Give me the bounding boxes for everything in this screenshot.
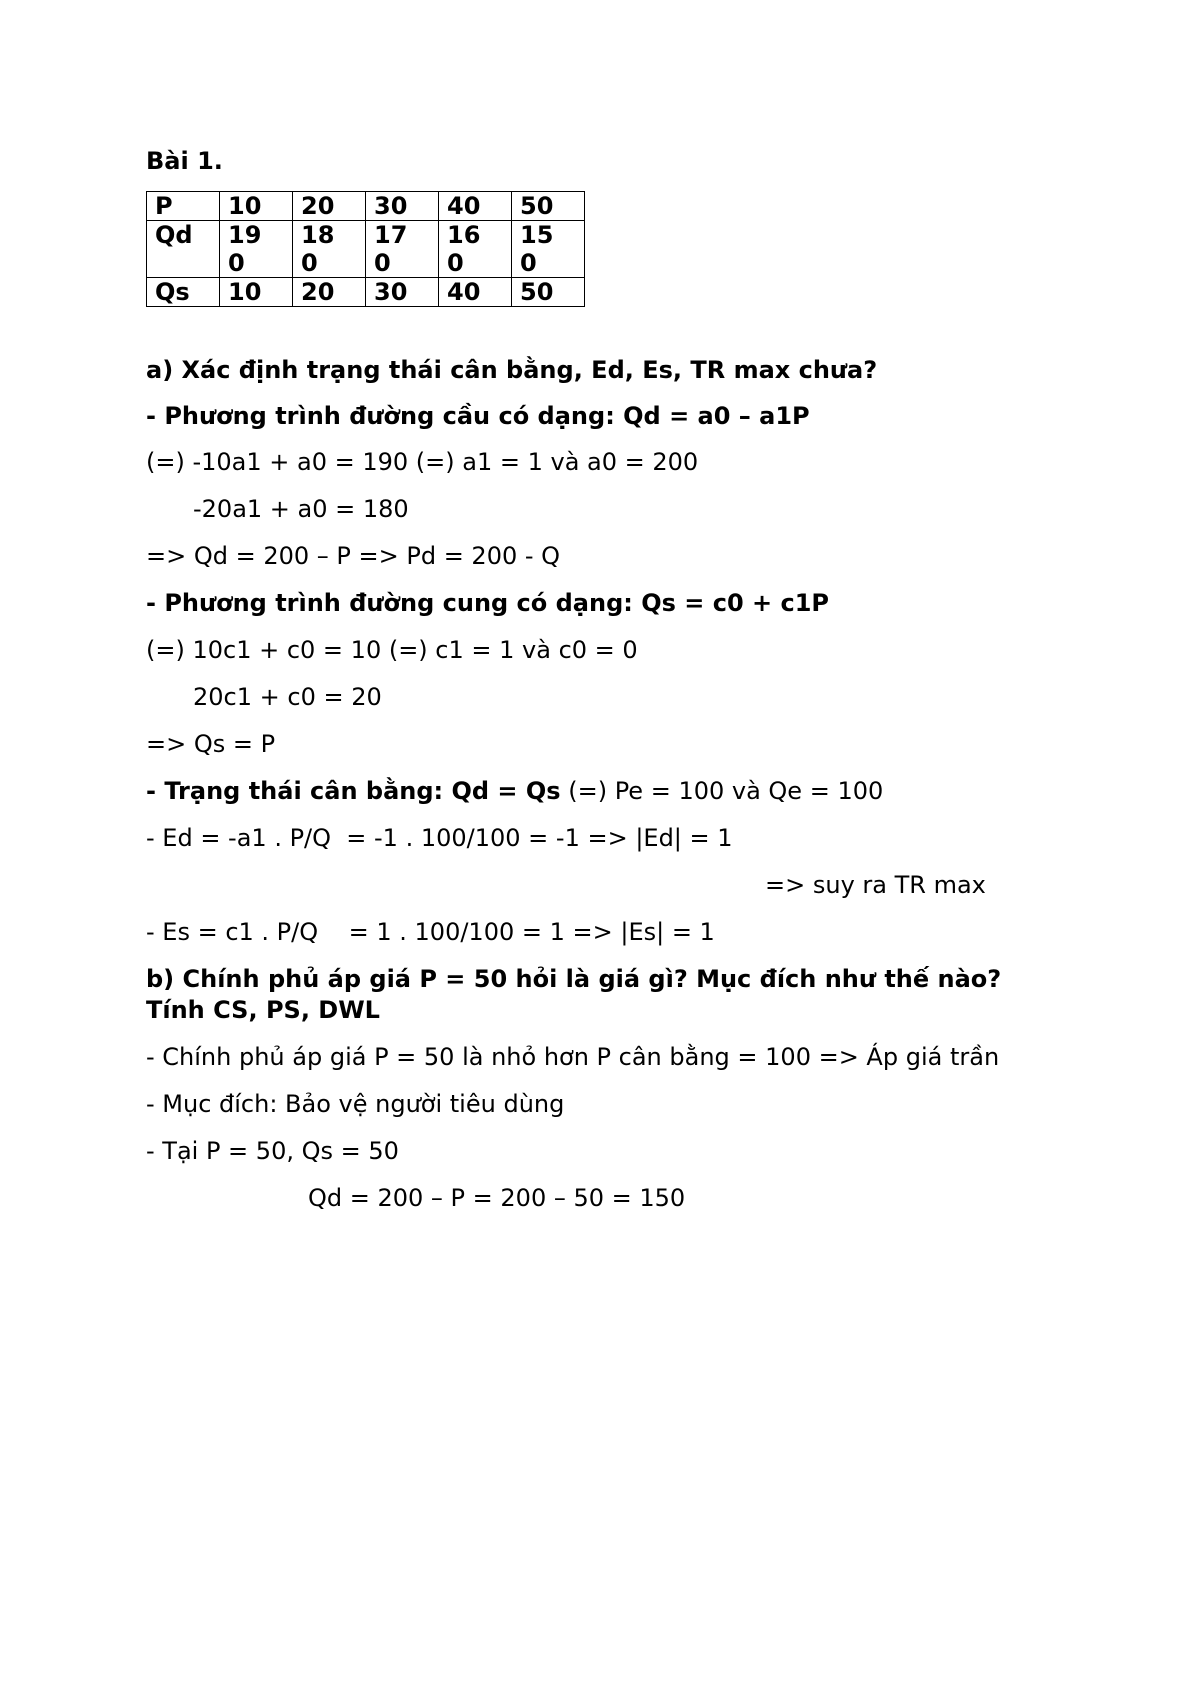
table-cell: 30 — [366, 192, 439, 221]
supply-result: => Qs = P — [146, 730, 276, 758]
question-b-heading-1: b) Chính phủ áp giá P = 50 hỏi là giá gì? Mục đích như thế nào? — [146, 965, 1002, 993]
table-cell: 19 0 — [220, 221, 293, 278]
table-cell: 50 — [512, 192, 585, 221]
data-table-body — [147, 192, 585, 307]
table-row-header: P — [147, 192, 220, 221]
purpose-line: - Mục đích: Bảo vệ người tiêu dùng — [146, 1090, 565, 1118]
table-cell: 20 — [293, 278, 366, 307]
table-cell: 10 — [220, 278, 293, 307]
table-cell: 20 — [293, 192, 366, 221]
demand-equation-heading: - Phương trình đường cầu có dạng: Qd = a0 – a1P — [146, 402, 810, 430]
supply-system-line-2: 20c1 + c0 = 20 — [193, 683, 382, 711]
table-cell: 16 0 — [439, 221, 512, 278]
table-cell: 18 0 — [293, 221, 366, 278]
question-b-heading-2: Tính CS, PS, DWL — [146, 996, 380, 1024]
table-cell: 40 — [439, 192, 512, 221]
table-cell: 15 0 — [512, 221, 585, 278]
table-row-header: Qs — [147, 278, 220, 307]
table-cell: 17 0 — [366, 221, 439, 278]
price-ceiling-line: - Chính phủ áp giá P = 50 là nhỏ hơn P cân bằng = 100 => Áp giá trần — [146, 1043, 1000, 1071]
supply-system-line-1: (=) 10c1 + c0 = 10 (=) c1 = 1 và c0 = 0 — [146, 636, 638, 664]
equilibrium-values: (=) Pe = 100 và Qe = 100 — [560, 777, 884, 805]
data-table — [146, 191, 585, 307]
at-price-line: - Tại P = 50, Qs = 50 — [146, 1137, 399, 1165]
table-row — [147, 192, 585, 221]
table-row — [147, 278, 585, 307]
demand-elasticity-line: - Ed = -a1 . P/Q = -1 . 100/100 = -1 => |Ed| = 1 — [146, 824, 733, 852]
table-cell: 50 — [512, 278, 585, 307]
table-row — [147, 221, 585, 278]
tr-max-conclusion: => suy ra TR max — [765, 871, 986, 899]
quantity-demanded-line: Qd = 200 – P = 200 – 50 = 150 — [308, 1184, 686, 1212]
table-cell: 40 — [439, 278, 512, 307]
table-row-header: Qd — [147, 221, 220, 278]
demand-system-line-1: (=) -10a1 + a0 = 190 (=) a1 = 1 và a0 = 200 — [146, 448, 699, 476]
supply-equation-heading: - Phương trình đường cung có dạng: Qs = c0 + c1P — [146, 589, 829, 617]
demand-result: => Qd = 200 – P => Pd = 200 - Q — [146, 542, 561, 570]
question-a-heading: a) Xác định trạng thái cân bằng, Ed, Es, TR max chưa? — [146, 356, 878, 384]
equilibrium-line — [146, 776, 883, 806]
table-cell: 10 — [220, 192, 293, 221]
exercise-title: Bài 1. — [146, 147, 223, 175]
equilibrium-label: - Trạng thái cân bằng: Qd = Qs — [146, 777, 561, 805]
table-cell: 30 — [366, 278, 439, 307]
demand-system-line-2: -20a1 + a0 = 180 — [193, 495, 409, 523]
supply-elasticity-line: - Es = c1 . P/Q = 1 . 100/100 = 1 => |Es| = 1 — [146, 918, 715, 946]
